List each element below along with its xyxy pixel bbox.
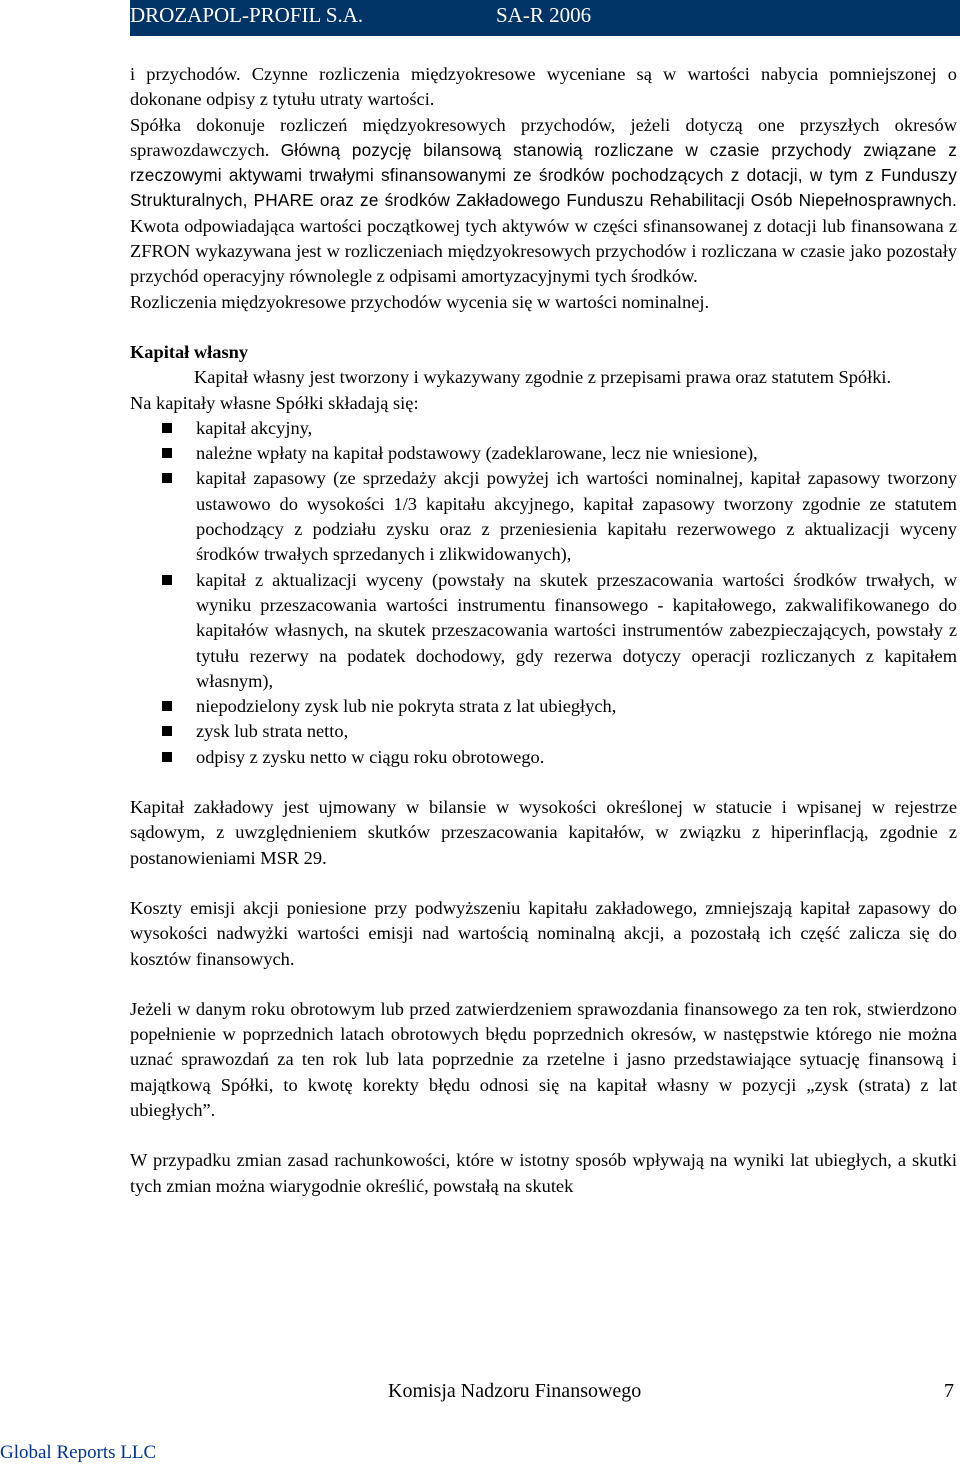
list-item: niepodzielony zysk lub nie pokryta strata z lat ubiegłych, [130, 694, 957, 719]
square-bullet-icon [162, 448, 172, 458]
list-item: zysk lub strata netto, [130, 719, 957, 744]
square-bullet-icon [162, 752, 172, 762]
paragraph-issue-costs: Koszty emisji akcji poniesione przy podwyższeniu kapitału zakładowego, zmniejszają kapitał zapasowy do wysokości nadwyżki wartości emisji nad wartością nominalną akcji, a pozostałą ich część zalicza się do kosztów finansowych. [130, 897, 957, 969]
paragraph-prior-period-errors: Jeżeli w danym roku obrotowym lub przed zatwierdzeniem sprawozdania finansowego za ten rok, stwierdzono popełnienie w poprzednich latach obrotowych błędu poprzednich okresów, w następstwie którego nie można uznać sprawozdań za ten rok lub lata poprzednie za rzetelne i jasno przedstawiające sytuację finansową i majątkową Spółki, to kwotę korekty błędu odnosi się na kapitał własny w pozycji „zysk (strata) z lat ubiegłych”. [130, 998, 957, 1120]
deferred-income-main-item: Główną pozycję bilansową stanowią rozliczane w czasie przychody związane z rzeczowymi aktywami trwałymi sfinansowanymi ze środków pochodzących z dotacji, w tym z Funduszy Strukturalnych, PHARE oraz ze środków Zakładowego Funduszu Rehabilitacji Osób Niepełnosprawnych. [130, 139, 957, 211]
list-item: odpisy z zysku netto w ciągu roku obrotowego. [130, 745, 957, 770]
header-report-id: SA-R 2006 [496, 3, 592, 27]
list-item: kapitał zapasowy (ze sprzedaży akcji powyżej ich wartości nominalnej, kapitał zapasowy tworzony ustawowo do wysokości 1/3 kapitału akcyjnego, kapitał zapasowy tworzony zgodnie ze statutem pochodzący z podziału zysku oraz z przeniesienia kapitału rezerwowego z aktualizacji wyceny środków trwałych sprzedanych i zlikwidowanych), [130, 466, 957, 567]
paragraph-nominal-value: Rozliczenia międzyokresowe przychodów wycenia się w wartości nominalnej. [130, 291, 710, 312]
square-bullet-icon [162, 726, 172, 736]
paragraph-accruals-valuation: i przychodów. Czynne rozliczenia międzyokresowe wyceniane są w wartości nabycia pomniejszonej o dokonane odpisy z tytułu utraty wartości. [130, 64, 957, 110]
list-item: kapitał akcyjny, [130, 416, 957, 441]
page-number: 7 [944, 1380, 954, 1402]
footer-authority: Komisja Nadzoru Finansowego [388, 1380, 642, 1402]
paragraph-share-capital: Kapitał zakładowy jest ujmowany w bilansie w wysokości określonej w statucie i wpisanej w rejestrze sądowym, z uwzględnieniem skutków przeszacowania kapitałów, w związku z hiperinflacją, zgodnie z postanowieniami MSR 29. [130, 797, 957, 868]
paragraph-policy-changes: W przypadku zmian zasad rachunkowości, które w istotny sposób wpływają na wyniki lat ubiegłych, a skutki tych zmian można wiarygodnie określić, powstałą na skutek [130, 1150, 957, 1196]
deferred-income-intro: Spółka dokonuje rozliczeń międzyokresowych przychodów, jeżeli dotyczą one przyszłych okresów sprawozdawczych. [130, 114, 957, 160]
list-item: kapitał z aktualizacji wyceny (powstały na skutek przeszacowania wartości środków trwałych, w wyniku przeszacowania wartości instrumentu finansowego - kapitałowego, zakwalifikowanego do kapitałów własnych, na skutek przeszacowania wartości instrumentów zabezpieczających, powstały z tytułu rezerwy na podatek dochodowy, gdy rezerwa dotyczy operacji rozliczanych z kapitałem własnym), [130, 568, 957, 694]
list-item: należne wpłaty na kapitał podstawowy (zadeklarowane, lecz nie wniesione), [130, 441, 957, 466]
document-body [130, 62, 957, 1199]
paragraph-equity-intro: Kapitał własny jest tworzony i wykazywany zgodnie z przepisami prawa oraz statutem Spółki. [194, 367, 892, 388]
paragraph-equity-components: Na kapitały własne Spółki składają się: [130, 392, 419, 413]
square-bullet-icon [162, 423, 172, 433]
square-bullet-icon [162, 473, 172, 483]
source-attribution: Global Reports LLC [0, 1442, 157, 1463]
section-heading-equity: Kapitał własny [130, 341, 249, 362]
square-bullet-icon [162, 575, 172, 585]
equity-components-list [130, 416, 957, 770]
header-company: DROZAPOL-PROFIL S.A. [130, 3, 364, 27]
paragraph-deferred-income [130, 113, 957, 290]
square-bullet-icon [162, 701, 172, 711]
deferred-income-amount: Kwota odpowiadająca wartości początkowej tych aktywów w części sfinansowanej z dotacji lub finansowana z ZFRON wykazywana jest w rozliczeniach międzyokresowych przychodów i rozliczana w czasie jako pozostały przychód operacyjny równolegle z odpisami amortyzacyjnymi tych środków. [130, 215, 957, 287]
page-header [130, 0, 960, 36]
